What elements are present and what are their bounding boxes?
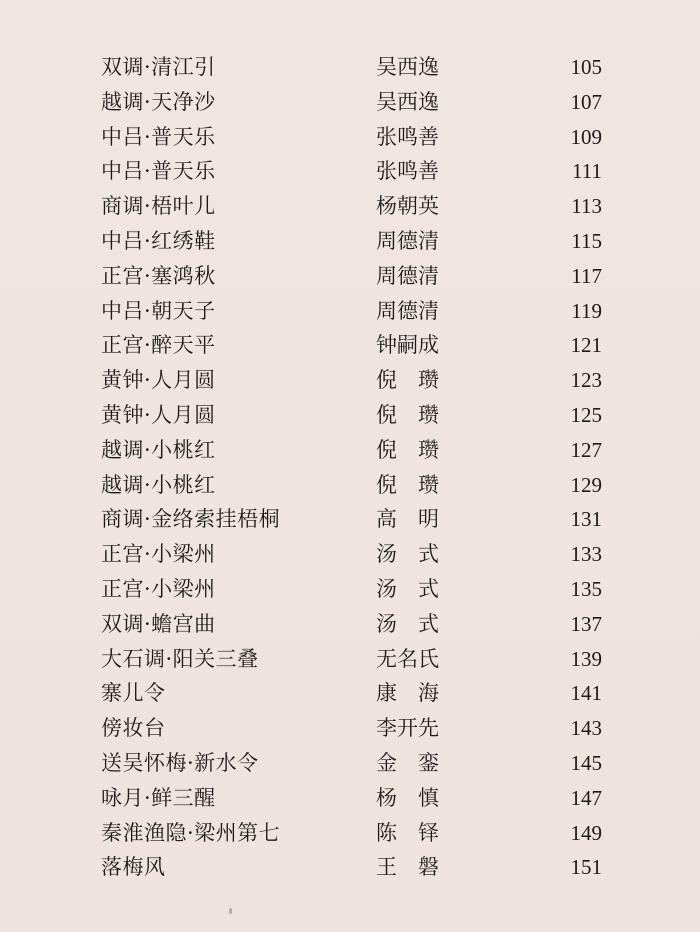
toc-page-number: 131 xyxy=(570,507,602,532)
toc-entry[interactable] xyxy=(0,781,700,816)
toc-entry[interactable] xyxy=(0,816,700,851)
toc-entry[interactable] xyxy=(0,746,700,781)
toc-page-number: 135 xyxy=(570,576,602,601)
toc-title: 傍妆台 xyxy=(101,716,166,741)
toc-page-number: 125 xyxy=(570,402,602,427)
toc-entry[interactable] xyxy=(0,294,700,329)
toc-page-number: 147 xyxy=(570,785,602,810)
toc-title: 中吕·普天乐 xyxy=(101,159,216,184)
toc-entry[interactable] xyxy=(0,676,700,711)
toc-title: 双调·清江引 xyxy=(101,55,216,79)
toc-title: 黄钟·人月圆 xyxy=(101,402,216,427)
toc-author: 张鸣善 xyxy=(376,159,439,184)
toc-page-number: 111 xyxy=(572,159,602,184)
toc-title: 正宫·小梁州 xyxy=(101,542,216,567)
toc-title: 越调·小桃红 xyxy=(101,472,216,497)
toc-entry[interactable] xyxy=(0,607,700,642)
toc-author: 金 銮 xyxy=(376,750,439,775)
toc-author: 康 海 xyxy=(376,681,439,706)
toc-title: 送吴怀梅·新水令 xyxy=(101,750,259,775)
toc-page-number: 105 xyxy=(570,55,602,79)
toc-page-number: 133 xyxy=(570,542,602,567)
toc-page-number: 127 xyxy=(570,437,602,462)
toc-entry[interactable] xyxy=(0,642,700,677)
toc-entry[interactable] xyxy=(0,120,700,155)
toc-author: 周德清 xyxy=(376,298,439,323)
toc-title: 中吕·普天乐 xyxy=(101,124,216,149)
toc-author: 吴西逸 xyxy=(376,55,439,79)
toc-author: 杨 慎 xyxy=(376,785,439,810)
toc-title: 落梅风 xyxy=(101,855,166,880)
toc-entry[interactable] xyxy=(0,259,700,294)
toc-author: 陈 铎 xyxy=(376,820,439,845)
toc-title: 寨儿令 xyxy=(101,681,166,706)
toc-author: 王 磐 xyxy=(376,855,439,880)
toc-entry[interactable] xyxy=(0,328,700,363)
toc-title: 咏月·鲜三醒 xyxy=(101,785,216,810)
toc-author: 倪 瓒 xyxy=(376,472,439,497)
toc-author: 汤 式 xyxy=(376,542,439,567)
toc-entry[interactable] xyxy=(0,537,700,572)
toc-title: 中吕·红绣鞋 xyxy=(101,228,216,253)
toc-entry[interactable] xyxy=(0,711,700,746)
toc-page-number: 115 xyxy=(571,228,602,253)
toc-page-number: 137 xyxy=(570,611,602,636)
toc-page-number: 143 xyxy=(570,716,602,741)
toc-author: 张鸣善 xyxy=(376,124,439,149)
toc-page-number: 151 xyxy=(570,855,602,880)
toc-author: 李开先 xyxy=(376,716,439,741)
toc-title: 商调·金络索挂梧桐 xyxy=(101,507,281,532)
toc-author: 无名氏 xyxy=(376,646,439,671)
toc-title: 大石调·阳关三叠 xyxy=(101,646,259,671)
toc-author: 汤 式 xyxy=(376,611,439,636)
toc-page-number: 149 xyxy=(570,820,602,845)
toc-author: 钟嗣成 xyxy=(376,333,439,358)
toc-title: 黄钟·人月圆 xyxy=(101,368,216,393)
toc-author: 周德清 xyxy=(376,263,439,288)
toc-page-number: 141 xyxy=(570,681,602,706)
toc-title: 正宫·醉天平 xyxy=(101,333,216,358)
toc-entry[interactable] xyxy=(0,572,700,607)
toc-entry[interactable] xyxy=(0,850,700,885)
toc-page-number: 109 xyxy=(570,124,602,149)
toc-entry[interactable] xyxy=(0,50,700,85)
toc-author: 倪 瓒 xyxy=(376,402,439,427)
toc-title: 商调·梧叶儿 xyxy=(101,194,216,219)
toc-page-number: 139 xyxy=(570,646,602,671)
toc-page-number: 121 xyxy=(570,333,602,358)
toc-title: 正宫·塞鸿秋 xyxy=(101,263,216,288)
toc-entry[interactable] xyxy=(0,189,700,224)
toc-author: 倪 瓒 xyxy=(376,437,439,462)
toc-entry[interactable] xyxy=(0,224,700,259)
toc-page-number: 129 xyxy=(570,472,602,497)
paper-speck xyxy=(229,908,232,914)
toc-entry[interactable] xyxy=(0,502,700,537)
toc-entry[interactable] xyxy=(0,85,700,120)
toc-author: 周德清 xyxy=(376,228,439,253)
toc-entry[interactable] xyxy=(0,363,700,398)
toc-title: 双调·蟾宫曲 xyxy=(101,611,216,636)
toc-page-number: 117 xyxy=(571,263,602,288)
toc-page-number: 113 xyxy=(571,194,602,219)
toc-title: 中吕·朝天子 xyxy=(101,298,216,323)
toc-entry[interactable] xyxy=(0,154,700,189)
toc-author: 倪 瓒 xyxy=(376,368,439,393)
toc-page-number: 119 xyxy=(571,298,602,323)
toc-entry[interactable] xyxy=(0,468,700,503)
toc-title: 秦淮渔隐·梁州第七 xyxy=(101,820,281,845)
toc-author: 吴西逸 xyxy=(376,89,439,114)
table-of-contents xyxy=(0,50,700,885)
toc-entry[interactable] xyxy=(0,398,700,433)
toc-page-number: 123 xyxy=(570,368,602,393)
toc-page-number: 145 xyxy=(570,750,602,775)
toc-author: 汤 式 xyxy=(376,576,439,601)
toc-author: 高 明 xyxy=(376,507,439,532)
toc-title: 正宫·小梁州 xyxy=(101,576,216,601)
toc-title: 越调·小桃红 xyxy=(101,437,216,462)
toc-author: 杨朝英 xyxy=(376,194,439,219)
toc-title: 越调·天净沙 xyxy=(101,89,216,114)
toc-entry[interactable] xyxy=(0,433,700,468)
toc-page-number: 107 xyxy=(570,89,602,114)
